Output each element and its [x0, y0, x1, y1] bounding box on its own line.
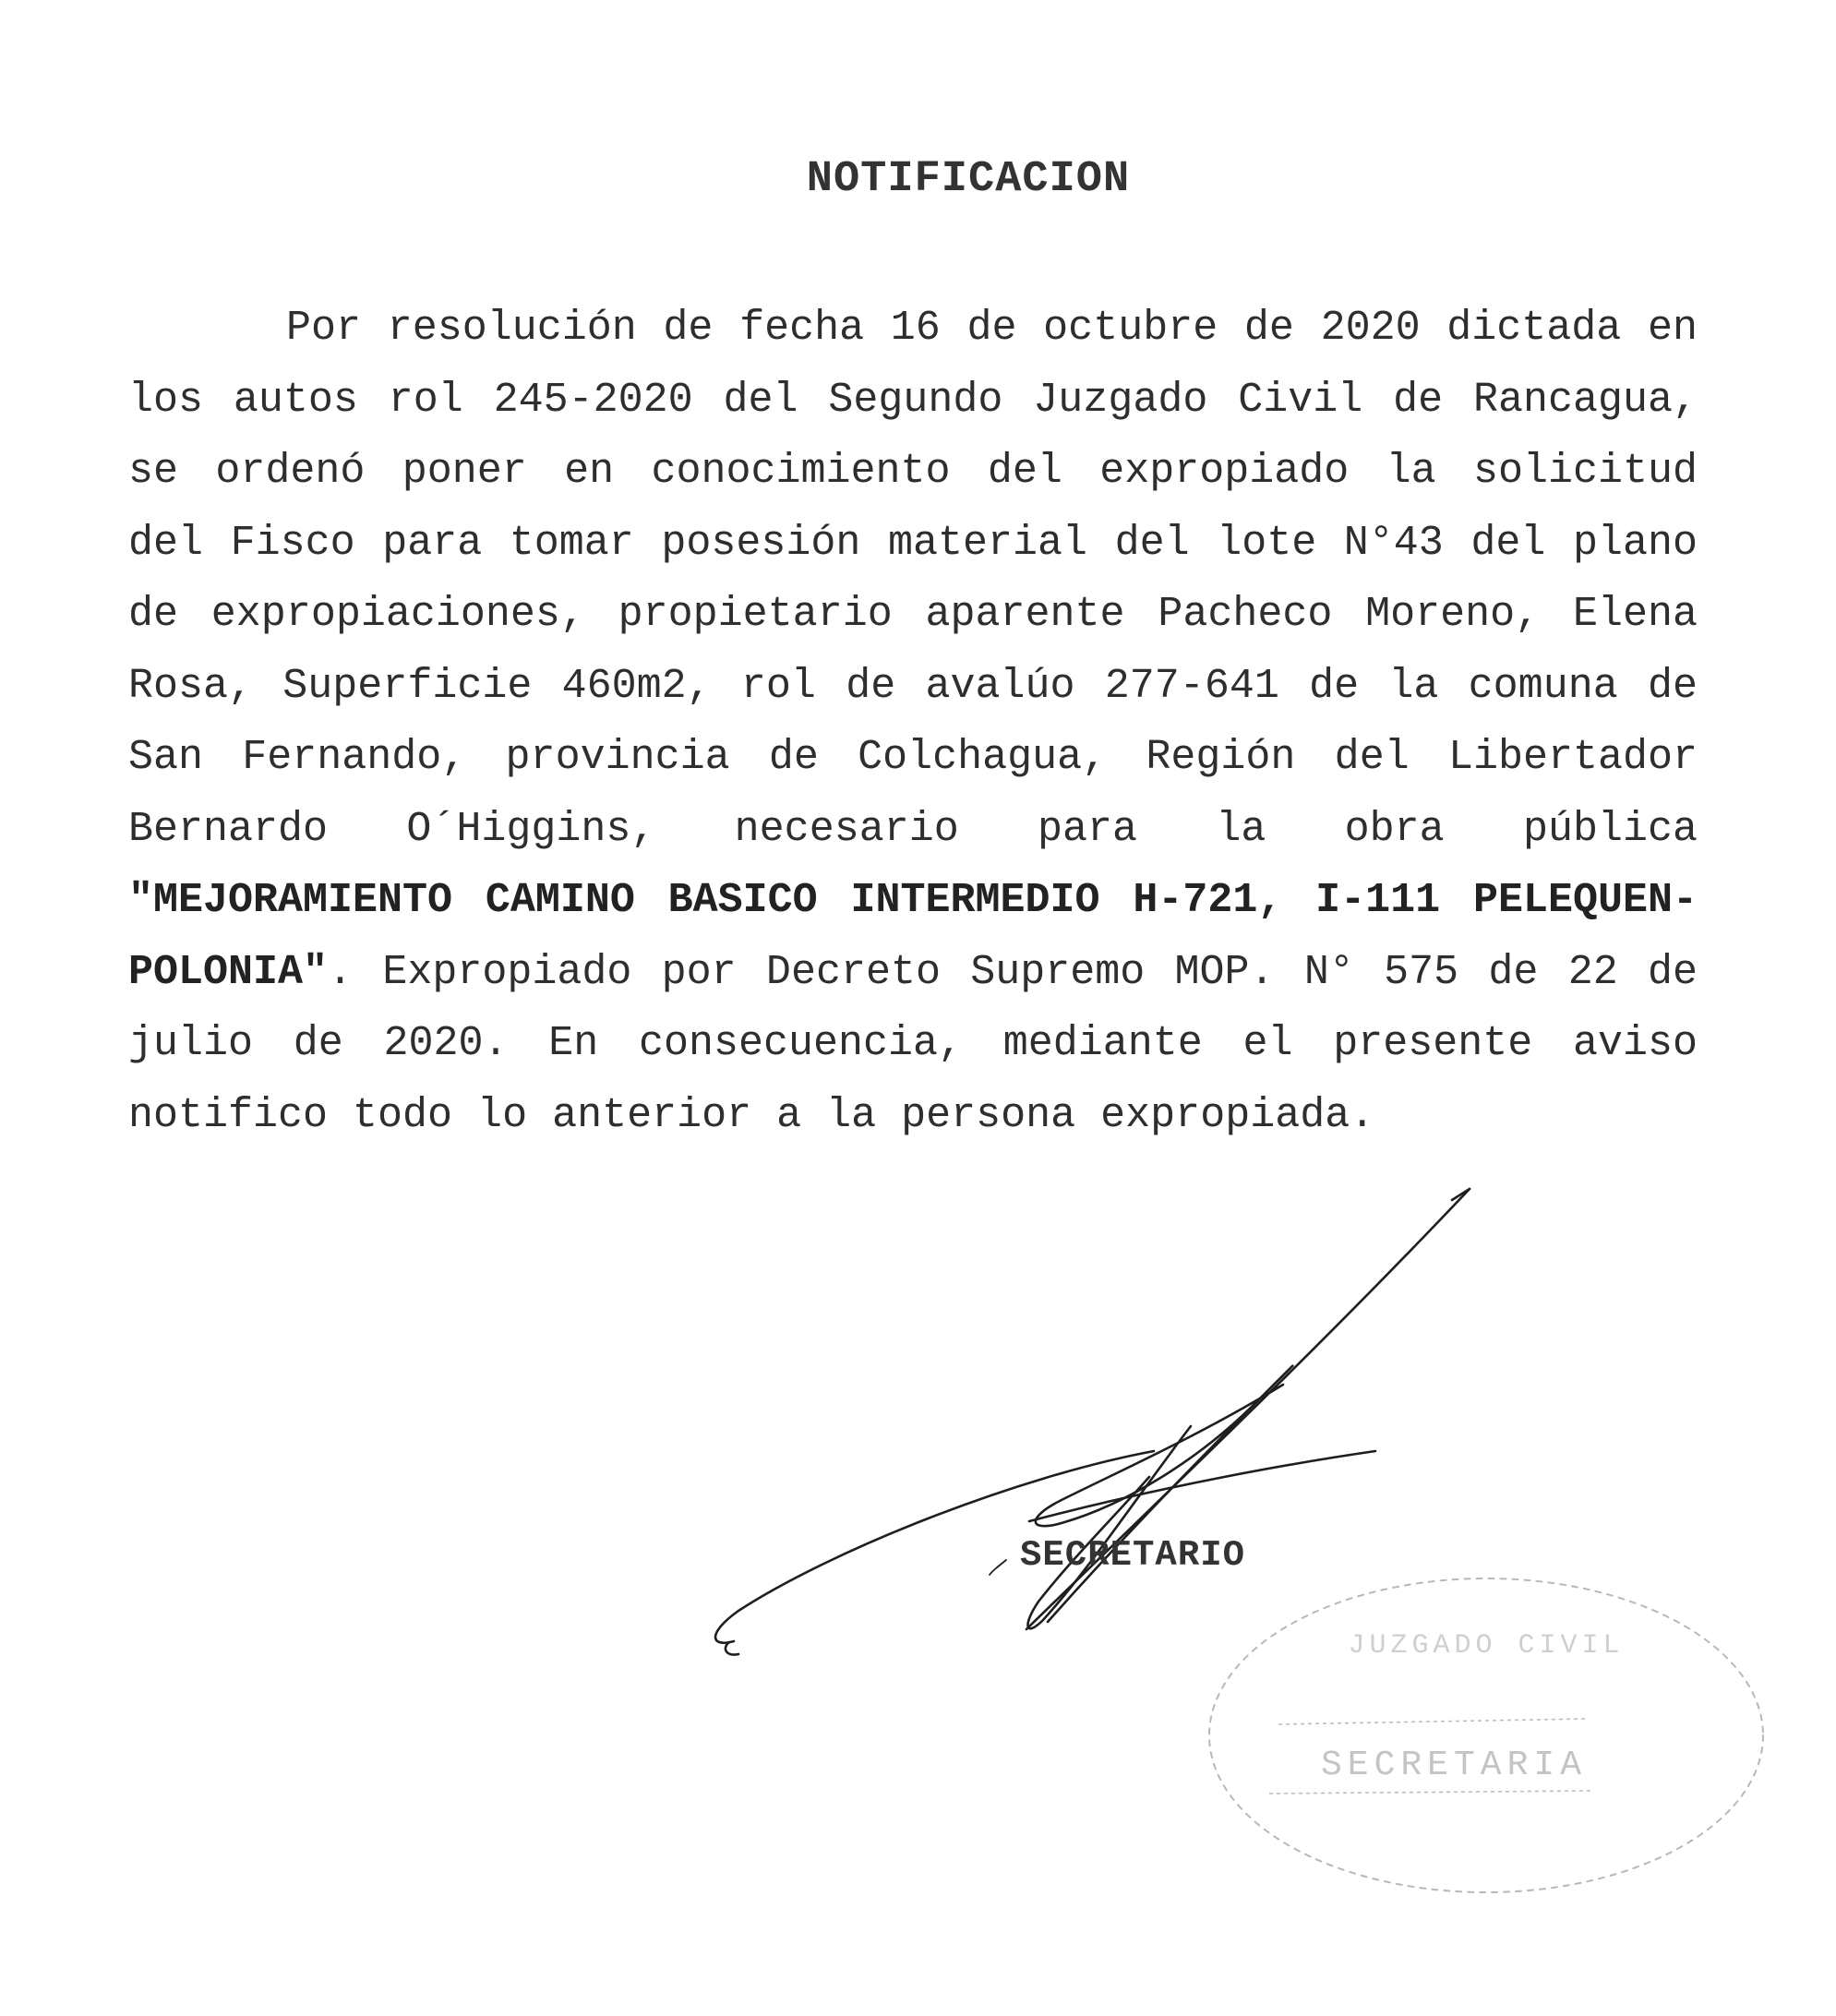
body-text-part-2: . Expropiado por Decreto Supremo MOP. N° 575 de 22 de julio de 2020. En consecuencia, mediante el presente aviso notifico todo lo anterior a la persona expropiada.	[128, 948, 1698, 1139]
page-title: NOTIFICACION	[806, 155, 1131, 204]
svg-text:SECRETARIA: SECRETARIA	[1320, 1746, 1588, 1785]
svg-text:JUZGADO CIVIL: JUZGADO CIVIL	[1348, 1630, 1625, 1662]
project-name: "MEJORAMIENTO CAMINO BASICO INTERMEDIO H-721, I-111 PELEQUEN-POLONIA"	[128, 877, 1698, 996]
signature-label: SECRETARIO	[1020, 1535, 1246, 1576]
body-text-part-1: Por resolución de fecha 16 de octubre de 2020 dictada en los autos rol 245-2020 del Segundo Juzgado Civil de Rancagua, se ordenó poner en conocimiento del expropiado la solicitud del Fisco para tomar posesión material del lote N°43 del plano de expropiaciones, propietario aparente Pacheco Moreno, Elena Rosa, Superficie 460m2, rol de avalúo 277-641 de la comuna de San Fernando, provincia de Colchagua, Región del Libertador Bernardo O´Higgins, necesario para la obra pública	[128, 305, 1698, 853]
